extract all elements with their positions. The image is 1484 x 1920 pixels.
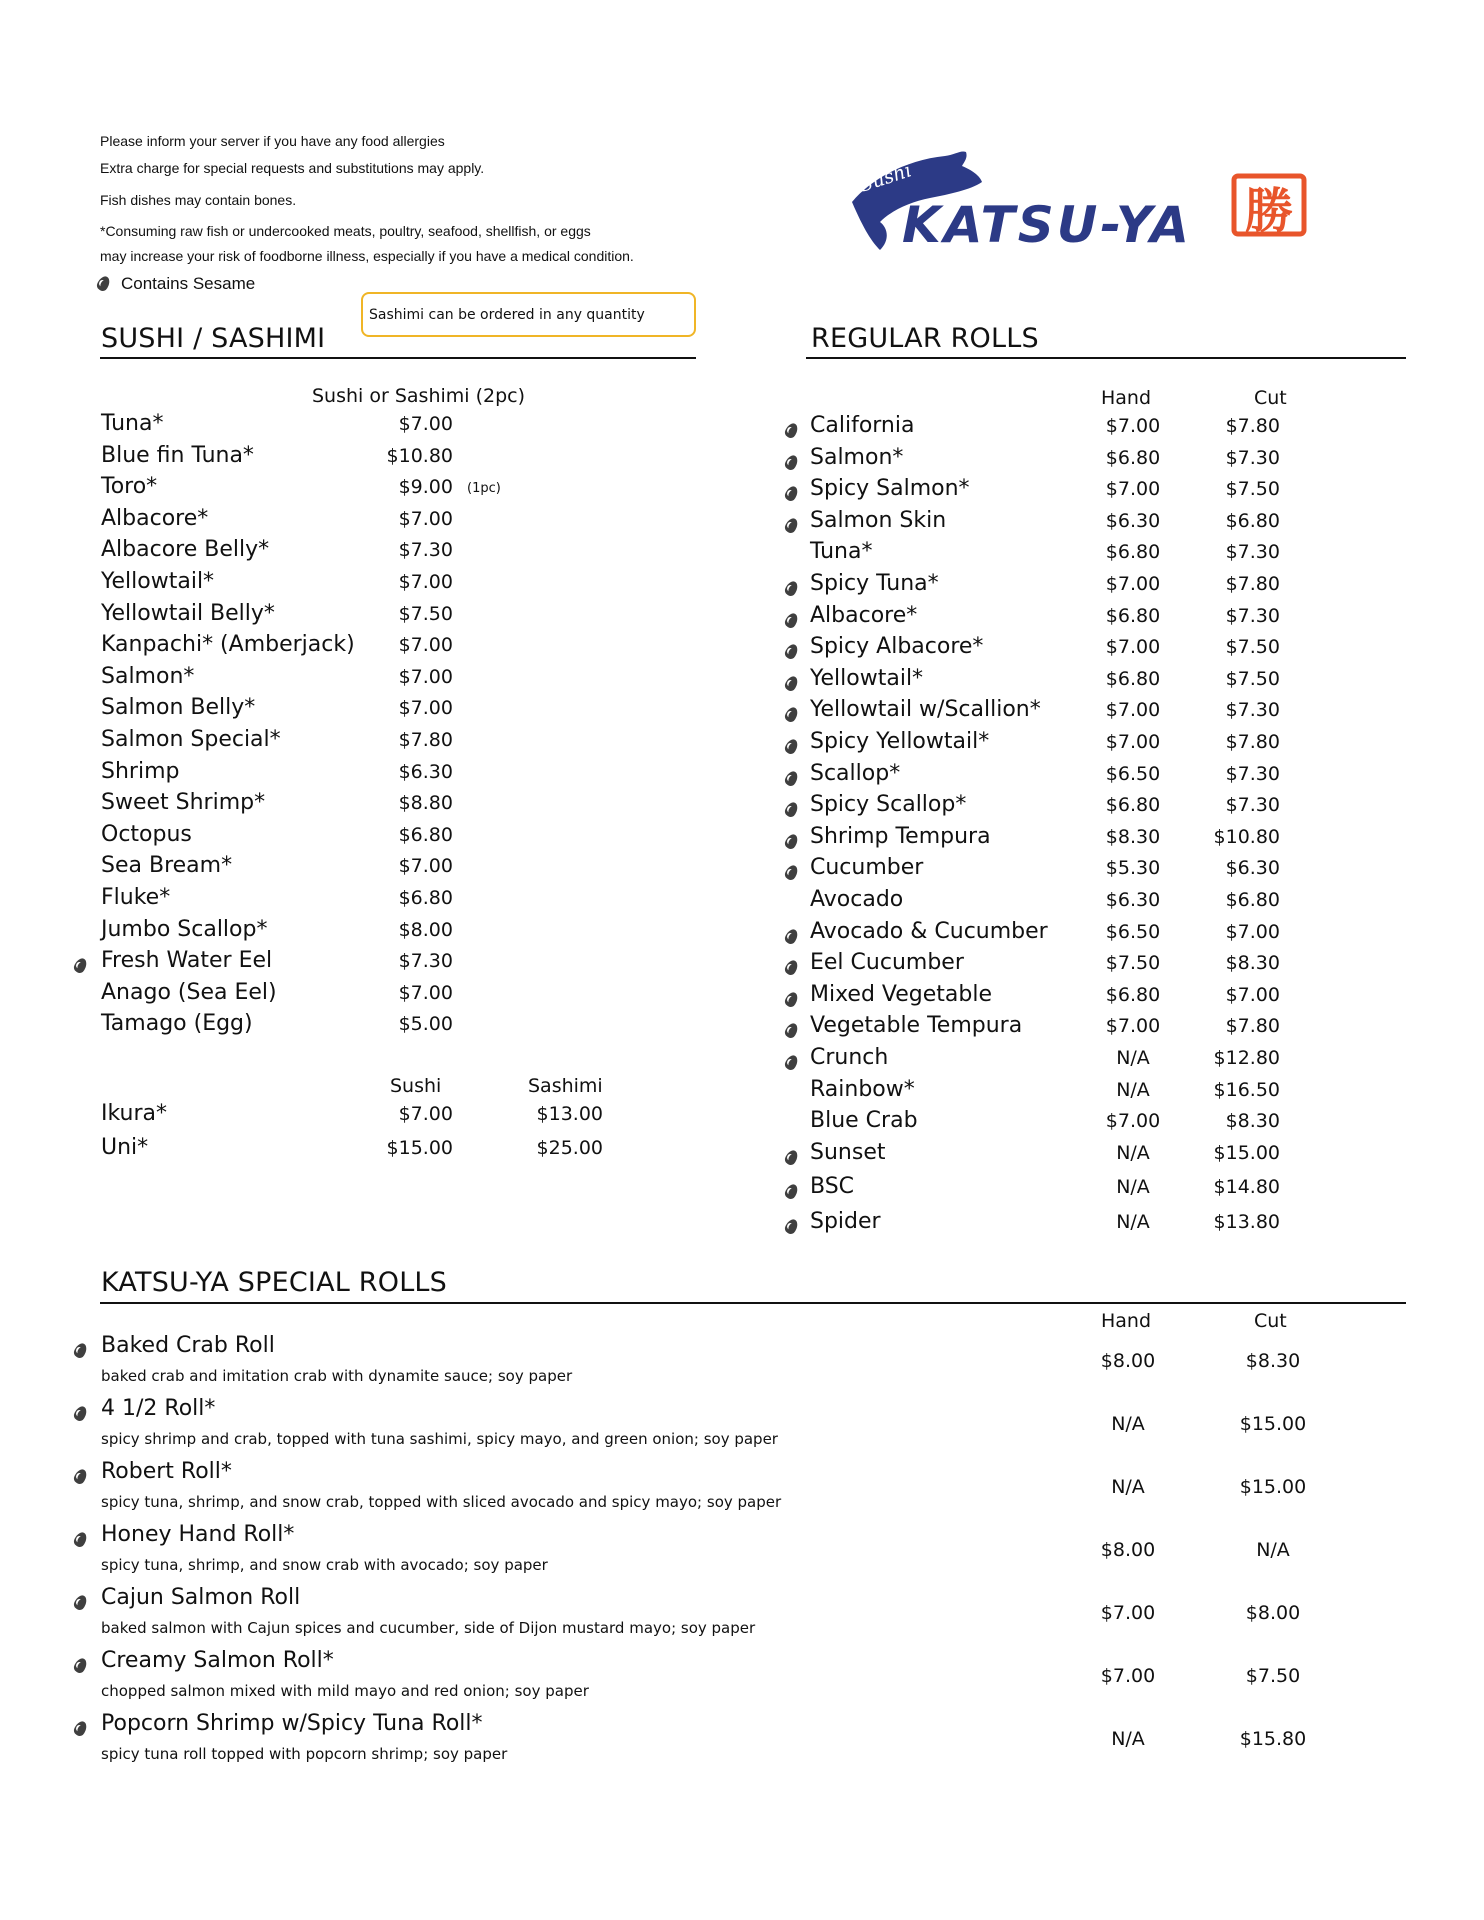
regular-roll-row <box>760 1013 1420 1043</box>
special-roll-name: Creamy Salmon Roll* <box>101 1648 334 1673</box>
regular-roll-cut-price: $14.80 <box>1213 1176 1280 1199</box>
regular-roll-cut-price: $7.50 <box>1225 478 1280 501</box>
regular-roll-name: Rainbow* <box>810 1076 915 1102</box>
regular-roll-hand-price: $6.50 <box>1105 920 1161 943</box>
regular-roll-name: Yellowtail w/Scallion* <box>810 697 1041 723</box>
regular-roll-cut-price: $7.50 <box>1225 667 1280 690</box>
special-roll-hand-price: $8.00 <box>1100 1350 1156 1372</box>
regular-roll-cut-price: $8.30 <box>1225 952 1280 975</box>
regular-roll-row <box>760 413 1420 443</box>
regular-roll-row <box>760 445 1420 475</box>
regular-roll-hand-price: $6.80 <box>1105 446 1161 469</box>
regular-roll-name: Spicy Albacore* <box>810 634 984 660</box>
sushi-section-rule <box>100 357 696 359</box>
regular-roll-cut-price: $13.80 <box>1213 1210 1280 1233</box>
sushi-item-name: Sea Bream* <box>101 853 233 879</box>
regular-roll-row <box>760 824 1420 854</box>
sushi-item-row <box>0 537 720 567</box>
regular-roll-hand-price: N/A <box>1116 1078 1150 1101</box>
katsu-ya-logo <box>850 150 1310 260</box>
notice-allergies: Please inform your server if you have any food allergies <box>100 133 445 149</box>
regular-roll-row <box>760 887 1420 917</box>
special-roll-description: baked crab and imitation crab with dynamite sauce; soy paper <box>101 1367 573 1385</box>
sushi-item-row <box>0 822 720 852</box>
special-roll-cut-price: $15.00 <box>1239 1413 1307 1435</box>
roe-header-sashimi: Sashimi <box>528 1075 603 1097</box>
sesame-seed-icon <box>784 611 799 631</box>
sesame-legend-label: Contains Sesame <box>121 274 256 293</box>
regular-roll-row <box>760 855 1420 885</box>
regular-roll-name: Mixed Vegetable <box>810 981 993 1007</box>
regular-roll-hand-price: $7.50 <box>1105 952 1161 975</box>
sushi-item-row <box>0 853 720 883</box>
sushi-item-name: Jumbo Scallop* <box>101 916 268 942</box>
roe-item-sashimi-price: $13.00 <box>536 1103 603 1125</box>
special-roll-cut-price: $8.30 <box>1245 1350 1301 1372</box>
regular-roll-hand-price: $7.00 <box>1105 699 1161 722</box>
regular-roll-row <box>760 792 1420 822</box>
special-roll-cut-price: $15.00 <box>1239 1476 1307 1498</box>
special-roll-description: spicy tuna, shrimp, and snow crab with avocado; soy paper <box>101 1556 548 1574</box>
logo-script-text: Sushi <box>856 159 915 197</box>
regular-roll-cut-price: $7.30 <box>1225 541 1280 564</box>
sesame-seed-icon <box>784 800 799 820</box>
sushi-item-name: Tuna* <box>101 411 164 436</box>
regular-roll-cut-price: $7.00 <box>1225 920 1280 943</box>
sushi-item-name: Yellowtail* <box>101 569 215 594</box>
regular-roll-hand-price: $5.30 <box>1105 857 1161 880</box>
regular-roll-cut-price: $6.30 <box>1225 857 1280 880</box>
sushi-section-title: SUSHI / SASHIMI <box>101 323 326 354</box>
special-roll-description: spicy tuna roll topped with popcorn shrimp; soy paper <box>101 1745 508 1763</box>
sushi-item-row <box>0 917 720 947</box>
sushi-item-price: $9.00 <box>398 476 453 499</box>
regular-header-cut: Cut <box>1254 387 1287 409</box>
regular-roll-hand-price: $7.00 <box>1105 478 1161 501</box>
sushi-item-row <box>0 980 720 1010</box>
regular-roll-cut-price: $7.50 <box>1225 636 1280 659</box>
sushi-item-row <box>0 948 720 978</box>
regular-roll-cut-price: $7.30 <box>1225 699 1280 722</box>
sushi-item-row <box>0 474 720 504</box>
special-roll-hand-price: N/A <box>1111 1413 1145 1435</box>
regular-roll-cut-price: $12.80 <box>1213 1047 1280 1069</box>
regular-roll-row <box>760 508 1420 538</box>
sushi-item-row <box>0 632 720 662</box>
sushi-item-name: Albacore Belly* <box>101 537 270 563</box>
sesame-seed-icon <box>73 1593 88 1613</box>
sushi-item-price: $5.00 <box>398 1013 453 1036</box>
special-roll-name: Robert Roll* <box>101 1459 232 1484</box>
sushi-item-price: $6.30 <box>398 760 453 783</box>
regular-roll-cut-price: $7.80 <box>1225 573 1280 595</box>
sushi-item-name: Salmon Special* <box>101 727 281 752</box>
regular-roll-name: Spicy Yellowtail* <box>810 729 990 754</box>
sushi-item-name: Kanpachi* (Amberjack) <box>101 632 355 658</box>
sesame-seed-icon <box>73 1719 88 1739</box>
sushi-column-header: Sushi or Sashimi (2pc) <box>312 385 526 407</box>
regular-roll-hand-price: $7.00 <box>1105 1015 1161 1038</box>
regular-roll-hand-price: $6.30 <box>1105 889 1161 911</box>
regular-roll-hand-price: N/A <box>1116 1141 1150 1164</box>
regular-roll-row <box>760 950 1420 980</box>
regular-roll-name: Vegetable Tempura <box>810 1013 1023 1039</box>
notice-extra-charge: Extra charge for special requests and substitutions may apply. <box>100 160 485 176</box>
sesame-seed-icon <box>784 642 799 662</box>
roe-item-sushi-price: $7.00 <box>398 1103 453 1125</box>
regular-roll-cut-price: $7.30 <box>1225 794 1280 817</box>
sushi-item-row <box>0 885 720 915</box>
sushi-item-price: $7.50 <box>398 602 453 625</box>
roe-header-sushi: Sushi <box>390 1075 442 1097</box>
sesame-seed-icon <box>784 674 799 694</box>
regular-roll-hand-price: $8.30 <box>1105 825 1161 848</box>
regular-roll-row <box>760 1174 1420 1204</box>
sushi-item-name: Yellowtail Belly* <box>101 600 275 626</box>
sesame-seed-icon <box>784 990 799 1010</box>
regular-roll-name: BSC <box>810 1174 855 1200</box>
sesame-seed-icon <box>73 956 88 976</box>
sushi-item-name: Sweet Shrimp* <box>101 790 266 816</box>
regular-roll-hand-price: $7.00 <box>1105 636 1161 659</box>
regular-roll-hand-price: $7.00 <box>1105 1110 1161 1133</box>
regular-roll-cut-price: $15.00 <box>1213 1141 1280 1164</box>
regular-roll-row <box>760 919 1420 949</box>
roe-item-name: Ikura* <box>101 1101 168 1126</box>
sushi-item-price: $10.80 <box>386 444 453 467</box>
special-roll-row <box>0 1648 1420 1708</box>
sushi-item-name: Shrimp <box>101 758 180 784</box>
special-roll-name: 4 1/2 Roll* <box>101 1396 216 1421</box>
sushi-item-name: Toro* <box>101 474 158 500</box>
notice-bones: Fish dishes may contain bones. <box>100 192 297 208</box>
regular-roll-row <box>760 571 1420 601</box>
special-roll-description: baked salmon with Cajun spices and cucumber, side of Dijon mustard mayo; soy paper <box>101 1619 756 1637</box>
special-roll-cut-price: $8.00 <box>1245 1602 1301 1624</box>
regular-roll-row <box>760 1108 1420 1138</box>
regular-roll-cut-price: $8.30 <box>1225 1110 1280 1133</box>
notice-raw-fish-cont: may increase your risk of foodborne illness, especially if you have a medical condition. <box>100 248 634 264</box>
special-roll-description: chopped salmon mixed with mild mayo and red onion; soy paper <box>101 1682 589 1700</box>
special-roll-cut-price: N/A <box>1256 1539 1290 1561</box>
sesame-seed-icon <box>784 705 799 725</box>
regular-roll-cut-price: $7.30 <box>1225 762 1280 785</box>
regular-roll-hand-price: $7.00 <box>1105 573 1161 595</box>
sushi-item-row <box>0 695 720 725</box>
sushi-item-row <box>0 664 720 694</box>
regular-roll-name: Blue Crab <box>810 1108 918 1134</box>
regular-roll-row <box>760 1209 1420 1239</box>
special-roll-row <box>0 1711 1420 1771</box>
sushi-item-price: $6.80 <box>398 887 453 909</box>
regular-roll-hand-price: $7.00 <box>1105 731 1161 753</box>
regular-roll-hand-price: $6.30 <box>1105 509 1161 532</box>
special-roll-row <box>0 1396 1420 1456</box>
regular-roll-hand-price: $6.80 <box>1105 604 1161 627</box>
roe-item-sashimi-price: $25.00 <box>536 1137 603 1159</box>
sushi-item-note: (1pc) <box>467 481 501 497</box>
sashimi-quantity-callout: Sashimi can be ordered in any quantity <box>361 292 696 337</box>
sushi-item-price: $7.00 <box>398 634 453 657</box>
sesame-seed-icon <box>784 832 799 852</box>
regular-header-hand: Hand <box>1101 387 1152 409</box>
regular-roll-name: Avocado & Cucumber <box>810 918 1048 944</box>
regular-roll-hand-price: N/A <box>1116 1176 1150 1199</box>
regular-roll-name: Spicy Tuna* <box>810 571 939 596</box>
regular-roll-cut-price: $6.80 <box>1225 509 1280 532</box>
sesame-seed-icon <box>784 927 799 947</box>
sushi-item-name: Fluke* <box>101 885 171 910</box>
sushi-item-row <box>0 759 720 789</box>
special-header-cut: Cut <box>1254 1310 1287 1332</box>
special-roll-row <box>0 1459 1420 1519</box>
sushi-item-row <box>0 727 720 757</box>
special-section-title: KATSU-YA SPECIAL ROLLS <box>101 1267 448 1298</box>
sushi-item-price: $7.00 <box>398 507 453 530</box>
sesame-seed-icon <box>73 1530 88 1550</box>
sushi-item-name: Octopus <box>101 821 192 847</box>
sesame-seed-icon <box>784 453 799 473</box>
roe-item-row <box>0 1135 720 1165</box>
regular-roll-row <box>760 603 1420 633</box>
special-roll-name: Honey Hand Roll* <box>101 1522 295 1547</box>
regular-section-rule <box>806 357 1406 359</box>
regular-roll-name: Spicy Scallop* <box>810 792 967 818</box>
katsu-ya-logo-graphic <box>850 150 1310 260</box>
regular-roll-name: Salmon Skin <box>810 507 947 533</box>
regular-roll-row <box>760 476 1420 506</box>
roe-item-sushi-price: $15.00 <box>386 1137 453 1159</box>
sesame-seed-icon <box>784 1021 799 1041</box>
sushi-item-price: $7.00 <box>398 413 453 435</box>
regular-roll-cut-price: $16.50 <box>1213 1078 1280 1101</box>
special-roll-row <box>0 1522 1420 1582</box>
special-roll-name: Baked Crab Roll <box>101 1333 275 1358</box>
special-roll-cut-price: $7.50 <box>1245 1665 1301 1687</box>
sesame-seed-icon <box>96 274 111 294</box>
regular-roll-name: Tuna* <box>810 539 873 565</box>
regular-roll-hand-price: $6.80 <box>1105 541 1161 564</box>
regular-roll-name: Salmon* <box>810 444 904 470</box>
special-roll-hand-price: $7.00 <box>1100 1665 1156 1687</box>
sushi-item-name: Salmon* <box>101 663 195 689</box>
regular-roll-name: Sunset <box>810 1139 886 1165</box>
regular-roll-cut-price: $7.80 <box>1225 1015 1280 1038</box>
special-roll-hand-price: $8.00 <box>1100 1539 1156 1561</box>
regular-roll-row <box>760 982 1420 1012</box>
sushi-item-row <box>0 601 720 631</box>
sesame-seed-icon <box>784 769 799 789</box>
sushi-item-price: $7.00 <box>398 981 453 1004</box>
regular-roll-name: Spicy Salmon* <box>810 476 970 502</box>
regular-roll-name: Eel Cucumber <box>810 950 964 976</box>
regular-roll-cut-price: $6.80 <box>1225 889 1280 911</box>
regular-roll-hand-price: $6.80 <box>1105 983 1161 1006</box>
special-roll-row <box>0 1585 1420 1645</box>
sushi-item-price: $7.30 <box>398 950 453 973</box>
regular-roll-hand-price: $6.80 <box>1105 667 1161 690</box>
special-roll-hand-price: $7.00 <box>1100 1602 1156 1624</box>
regular-roll-row <box>760 1140 1420 1170</box>
sesame-seed-icon <box>784 863 799 883</box>
sushi-item-row <box>0 569 720 599</box>
sushi-item-price: $7.00 <box>398 571 453 593</box>
regular-roll-row <box>760 761 1420 791</box>
logo-seal-kanji: 勝 <box>1244 183 1294 239</box>
sushi-item-row <box>0 411 720 441</box>
sushi-item-price: $8.80 <box>398 792 453 815</box>
sushi-item-name: Anago (Sea Eel) <box>101 979 277 1005</box>
sesame-seed-icon <box>784 1053 799 1073</box>
regular-roll-hand-price: N/A <box>1116 1047 1150 1069</box>
regular-roll-name: Scallop* <box>810 760 901 786</box>
sushi-item-price: $7.00 <box>398 665 453 688</box>
regular-roll-row <box>760 539 1420 569</box>
sesame-seed-icon <box>784 1148 799 1168</box>
regular-section-title: REGULAR ROLLS <box>811 323 1039 354</box>
sesame-seed-icon <box>784 1182 799 1202</box>
sesame-seed-icon <box>784 516 799 536</box>
sushi-item-name: Salmon Belly* <box>101 695 256 721</box>
regular-roll-cut-price: $7.30 <box>1225 604 1280 627</box>
sushi-item-row <box>0 790 720 820</box>
special-header-hand: Hand <box>1101 1310 1152 1332</box>
sushi-item-row <box>0 443 720 473</box>
sesame-seed-icon <box>784 1217 799 1237</box>
sesame-seed-icon <box>73 1341 88 1361</box>
regular-roll-row <box>760 1077 1420 1107</box>
regular-roll-row <box>760 634 1420 664</box>
sesame-seed-icon <box>73 1467 88 1487</box>
sushi-item-name: Tamago (Egg) <box>101 1011 253 1037</box>
sushi-item-price: $6.80 <box>398 823 453 846</box>
sesame-seed-icon <box>784 737 799 757</box>
sushi-item-price: $7.00 <box>398 855 453 878</box>
special-roll-row <box>0 1333 1420 1393</box>
sesame-seed-icon <box>73 1656 88 1676</box>
special-roll-cut-price: $15.80 <box>1239 1728 1307 1750</box>
regular-roll-name: Cucumber <box>810 855 924 881</box>
sushi-item-name: Albacore* <box>101 505 209 531</box>
regular-roll-row <box>760 666 1420 696</box>
sushi-item-row <box>0 1011 720 1041</box>
roe-item-row <box>0 1101 720 1131</box>
regular-roll-hand-price: $6.80 <box>1105 794 1161 817</box>
logo-wordmark: KATSU-YA <box>902 196 1192 254</box>
regular-roll-cut-price: $7.80 <box>1225 731 1280 753</box>
special-roll-hand-price: N/A <box>1111 1476 1145 1498</box>
special-roll-description: spicy tuna, shrimp, and snow crab, topped with sliced avocado and spicy mayo; soy paper <box>101 1493 782 1511</box>
special-roll-description: spicy shrimp and crab, topped with tuna sashimi, spicy mayo, and green onion; soy paper <box>101 1430 778 1448</box>
regular-roll-cut-price: $7.00 <box>1225 983 1280 1006</box>
regular-roll-hand-price: N/A <box>1116 1210 1150 1233</box>
regular-roll-row <box>760 1045 1420 1075</box>
sushi-item-price: $8.00 <box>398 918 453 941</box>
special-section-rule <box>100 1302 1406 1304</box>
regular-roll-name: Yellowtail* <box>810 665 924 691</box>
regular-roll-cut-price: $7.80 <box>1225 415 1280 437</box>
regular-roll-name: Shrimp Tempura <box>810 823 991 849</box>
regular-roll-row <box>760 697 1420 727</box>
regular-roll-name: Avocado <box>810 887 904 912</box>
regular-roll-name: Spider <box>810 1208 881 1234</box>
sushi-item-price: $7.30 <box>398 539 453 562</box>
regular-roll-name: California <box>810 413 915 438</box>
regular-roll-name: Crunch <box>810 1045 889 1070</box>
sushi-item-price: $7.00 <box>398 697 453 720</box>
regular-roll-hand-price: $6.50 <box>1105 762 1161 785</box>
sushi-item-row <box>0 506 720 536</box>
sushi-item-name: Fresh Water Eel <box>101 948 273 974</box>
regular-roll-row <box>760 729 1420 759</box>
regular-roll-name: Albacore* <box>810 602 918 628</box>
regular-roll-hand-price: $7.00 <box>1105 415 1161 437</box>
special-roll-hand-price: N/A <box>1111 1728 1145 1750</box>
sushi-item-price: $7.80 <box>398 729 453 751</box>
sesame-seed-icon <box>73 1404 88 1424</box>
sesame-seed-icon <box>784 484 799 504</box>
sesame-seed-icon <box>784 421 799 441</box>
regular-roll-cut-price: $10.80 <box>1213 825 1280 848</box>
sushi-item-name: Blue fin Tuna* <box>101 442 254 468</box>
special-roll-name: Popcorn Shrimp w/Spicy Tuna Roll* <box>101 1711 483 1736</box>
notice-raw-fish: *Consuming raw fish or undercooked meats, poultry, seafood, shellfish, or eggs <box>100 223 591 239</box>
roe-item-name: Uni* <box>101 1135 149 1160</box>
sesame-legend <box>96 274 255 294</box>
regular-roll-cut-price: $7.30 <box>1225 446 1280 469</box>
sesame-seed-icon <box>784 579 799 599</box>
special-roll-name: Cajun Salmon Roll <box>101 1585 301 1610</box>
sesame-seed-icon <box>784 958 799 978</box>
